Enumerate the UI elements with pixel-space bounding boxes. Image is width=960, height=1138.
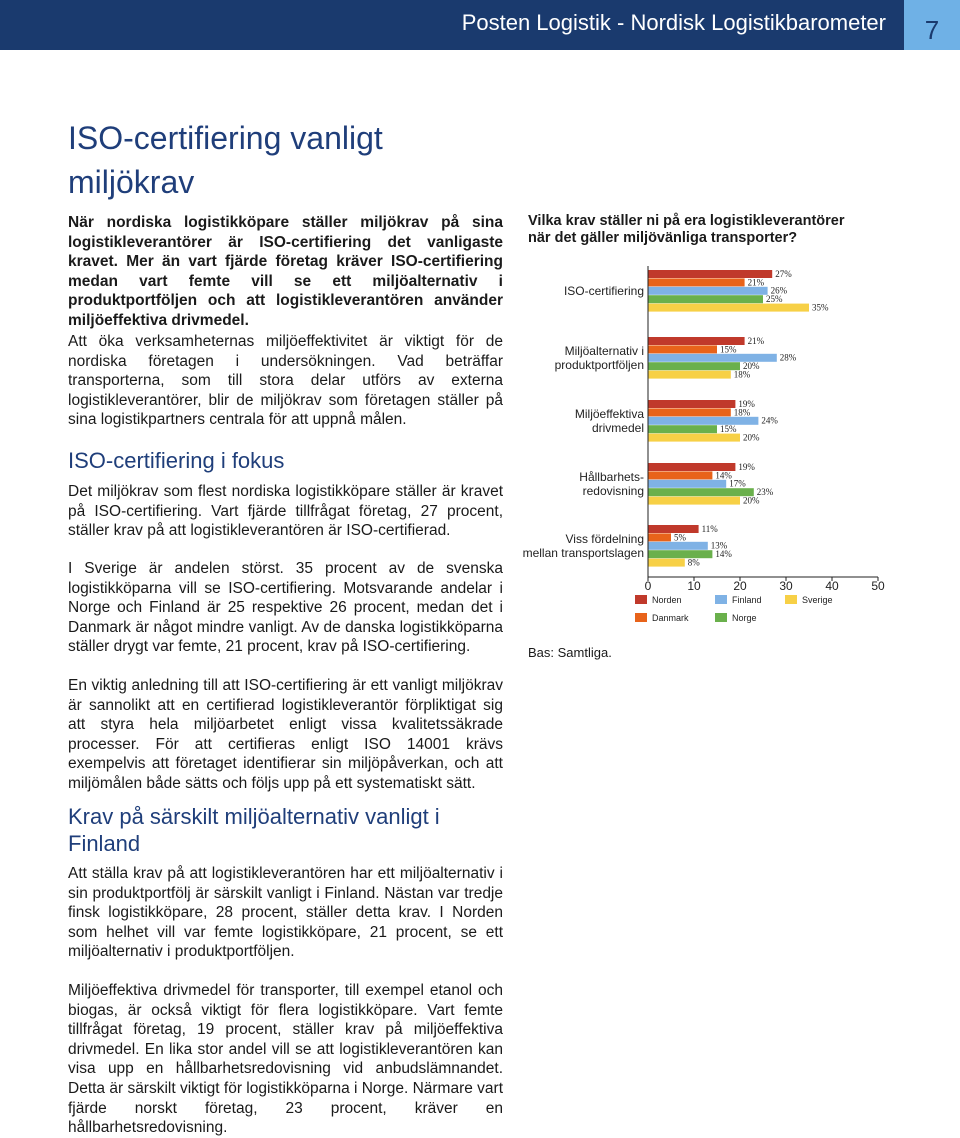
bar-sverige — [648, 304, 809, 312]
x-tick-label: 20 — [733, 579, 747, 593]
body-paragraph-1: Att öka verksamheternas miljöeffektivitet är viktigt för de nordiska företagen i undersökningen. Vad beträffar transporterna, som till stora delar utförs av externa logistikleverantörer, blir de miljökrav som företagen ställer på sina logistikpartners centrala för att uppnå målen. — [68, 333, 503, 429]
legend-label: Sverige — [802, 595, 833, 605]
x-tick-label: 30 — [779, 579, 793, 593]
legend-label: Norden — [652, 595, 682, 605]
data-label: 19% — [738, 461, 755, 472]
bar-finland — [648, 417, 758, 425]
chart-footnote: Bas: Samtliga. — [528, 645, 612, 660]
bar-norge — [648, 488, 754, 496]
legend-label: Danmark — [652, 613, 689, 623]
data-label: 17% — [729, 478, 746, 489]
data-label: 15% — [720, 424, 737, 435]
data-label: 21% — [747, 335, 765, 346]
body-paragraph-3: I Sverige är andelen störst. 35 procent av de svenska logistikköparna vill se ISO-certifiering. Motsvarande andelar i Norge och Finland är 25 respektive 26 procent, medan det i Danmark är något mindre vanligt. Av de danska logistikköparna ställer drygt var femte, 21 procent, krav på ISO-certifiering. — [68, 560, 503, 656]
data-label: 26% — [770, 285, 788, 296]
body-paragraph-4: En viktig anledning till att ISO-certifiering är ett vanligt miljökrav är sannolikt att en certifierad logistikleverantör förpliktigat sig att styra hela miljöarbetet enligt vissa kvalitetssäkrade processer. För att certifieras enligt ISO 14001 krävs exempelvis att företaget identifierar sin miljöpåverkan, och att miljömålen både sätts och följs upp på ett systematiskt sätt. — [68, 677, 503, 792]
bar-norge — [648, 425, 717, 433]
category-label: ISO-certifiering — [563, 284, 644, 298]
body-paragraph-2: Det miljökrav som flest nordiska logistikköpare ställer är kravet på ISO-certifiering. Vart fjärde tillfrågat företag, 27 procent, ställer krav på att logistikleverantören är ISO-certifierad. — [68, 483, 503, 540]
x-tick-label: 40 — [825, 579, 839, 593]
chart-title: Vilka krav ställer ni på era logistikleverantörer när det gäller miljövänliga transporter? — [528, 213, 845, 246]
bar-sverige — [648, 434, 740, 442]
bar-sverige — [648, 559, 685, 567]
data-label: 18% — [733, 407, 751, 418]
x-tick-label: 10 — [687, 579, 701, 593]
bar-sverige — [648, 497, 740, 505]
data-label: 25% — [766, 294, 783, 305]
bar-norge — [648, 295, 763, 303]
data-label: 11% — [701, 523, 718, 534]
bar-finland — [648, 542, 708, 550]
bar-danmark — [648, 408, 731, 416]
data-label: 28% — [779, 352, 797, 363]
bar-norge — [648, 362, 740, 370]
legend-label: Norge — [732, 613, 757, 623]
data-label: 14% — [715, 470, 732, 481]
data-label: 24% — [761, 415, 778, 426]
data-label: 15% — [720, 344, 737, 355]
data-label: 20% — [743, 495, 760, 506]
section-heading-iso: ISO-certifiering i fokus — [68, 448, 285, 473]
category-label: redovisning — [582, 484, 644, 498]
bar-norge — [648, 550, 712, 558]
body-paragraph-5: Att ställa krav på att logistikleverantören har ett miljöalternativ i sin produktportfölj är särskilt vanligt i Finland. Nästan var tredje finsk logistikköpare, 28 procent, ställer detta krav. I Norden som helhet vill var femte logistikköpare, 21 procent, se ett miljöalternativ i produktportföljen. — [68, 865, 503, 961]
publication-title: Posten Logistik - Nordisk Logistikbarometer — [461, 10, 886, 35]
lead-paragraph: När nordiska logistikköpare ställer miljökrav på sina logistikleverantörer är ISO-certifiering det vanligaste kravet. Mer än vart fjärde företag kräver ISO-certifiering medan vart femte vill se ett miljöalternativ i produktportföljen och att logistikleverantören använder miljöeffektiva drivmedel. — [68, 214, 503, 329]
legend-label: Finland — [732, 595, 762, 605]
data-label: 8% — [687, 557, 700, 568]
bar-finland — [648, 287, 768, 295]
category-label: Miljöeffektiva — [574, 407, 644, 421]
bar-danmark — [648, 533, 671, 541]
page-header — [0, 0, 960, 50]
bar-sverige — [648, 371, 731, 379]
x-tick-label: 0 — [644, 579, 652, 593]
data-label: 35% — [812, 302, 829, 313]
data-label: 21% — [747, 277, 765, 288]
section-heading-finland: Krav på särskilt miljöalternativ vanligt i Finland — [68, 804, 440, 856]
data-label: 27% — [775, 268, 792, 279]
category-label: drivmedel — [591, 421, 644, 435]
legend-swatch — [785, 595, 797, 604]
article-title: ISO-certifiering vanligt miljökrav — [68, 120, 383, 200]
bar-finland — [648, 480, 726, 488]
x-tick-label: 50 — [871, 579, 885, 593]
data-label: 13% — [710, 540, 728, 551]
page-number: 7 — [904, 0, 960, 50]
legend-swatch — [715, 595, 727, 604]
data-label: 5% — [674, 532, 686, 543]
data-label: 18% — [733, 369, 751, 380]
data-label: 14% — [715, 549, 732, 560]
category-label: mellan transportslagen — [522, 546, 644, 560]
data-label: 19% — [738, 398, 755, 409]
legend-swatch — [635, 595, 647, 604]
category-label: Miljöalternativ i — [564, 344, 644, 358]
data-label: 20% — [743, 361, 760, 372]
legend-swatch — [635, 613, 647, 622]
bar-chart — [520, 255, 940, 645]
bar-norden — [648, 400, 735, 408]
bar-danmark — [648, 345, 717, 353]
data-label: 20% — [743, 432, 760, 443]
category-label: produktportföljen — [554, 358, 644, 372]
category-label: Hållbarhets- — [579, 470, 644, 484]
legend-swatch — [715, 613, 727, 622]
data-label: 23% — [756, 487, 774, 498]
body-paragraph-6: Miljöeffektiva drivmedel för transporter, till exempel etanol och biogas, är också viktigt för flera logistikköpare. Vart femte tillfrågat företag, 19 procent, ställer krav på miljöeffektiva drivmedel. En lika stor andel vill se att logistikleverantören kan visa upp en hållbarhetsredovisning vid anbudslämnandet. Detta är särskilt viktigt för logistikköparna i Norge. Närmare vart fjärde norskt företag, 23 procent, kräver en hållbarhetsredovisning. — [68, 982, 504, 1137]
bar-danmark — [648, 278, 745, 286]
category-label: Viss fördelning — [565, 532, 644, 546]
bar-danmark — [648, 471, 712, 479]
